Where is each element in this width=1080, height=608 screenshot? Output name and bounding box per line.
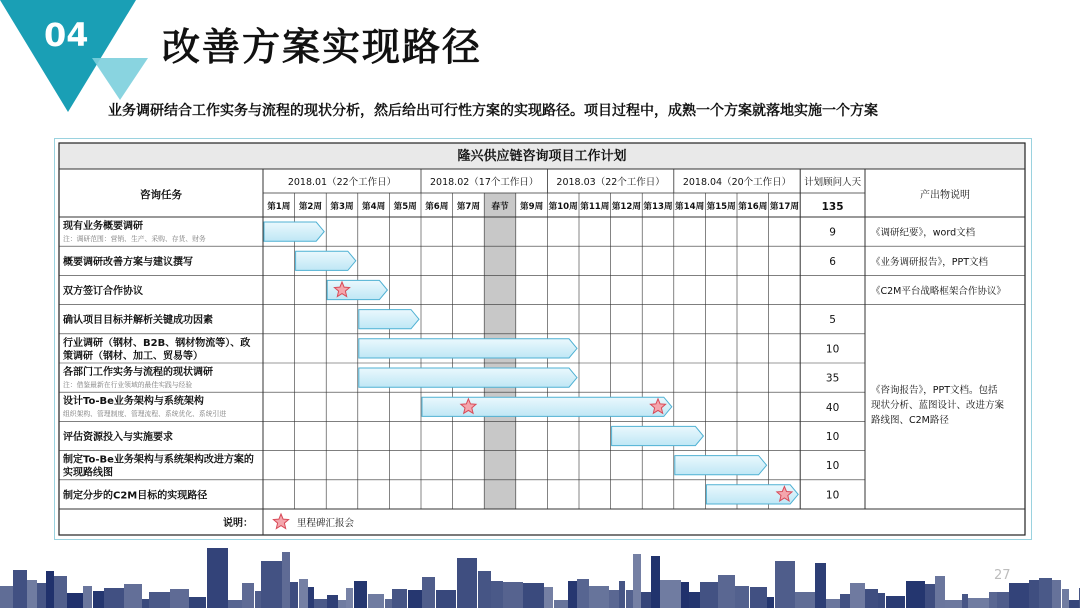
skyline-building xyxy=(619,581,625,608)
month-header: 2018.01（22个工作日） xyxy=(287,177,397,188)
skyline-building xyxy=(242,583,254,608)
task-name-line2: 策调研（钢材、加工、贸易等） xyxy=(63,350,203,362)
skyline-building xyxy=(554,600,568,608)
task-name: 制定To-Be业务架构与系统架构改进方案的 xyxy=(63,454,254,466)
week-header: 第16周 xyxy=(738,202,768,212)
skyline-building xyxy=(392,589,407,608)
week-header: 第14周 xyxy=(675,202,705,212)
skyline-building xyxy=(840,594,850,608)
page-number: 27 xyxy=(994,568,1011,583)
skyline-building xyxy=(346,588,353,608)
task-name: 各部门工作实务与流程的现状调研 xyxy=(63,367,213,378)
plan-title: 隆兴供应链咨询项目工作计划 xyxy=(457,149,627,164)
task-bar xyxy=(359,368,577,387)
week-header: 第7周 xyxy=(456,202,480,212)
skyline-building xyxy=(718,575,735,608)
skyline-building xyxy=(767,597,774,608)
header-effort: 计划顾问人天 xyxy=(804,177,862,188)
skyline-building xyxy=(878,593,885,608)
header-output: 产出物说明 xyxy=(920,190,970,201)
skyline-building xyxy=(935,576,945,608)
skyline-building xyxy=(338,600,346,608)
task-note: 注：借鉴最新在行业领域的最佳实践与经验 xyxy=(63,381,193,389)
skyline-building xyxy=(925,584,935,608)
skyline-building xyxy=(207,548,228,608)
skyline-building xyxy=(1039,578,1052,608)
skyline-building xyxy=(228,600,242,608)
week-header: 第11周 xyxy=(580,202,610,212)
task-note: 组织架构、管理制度、管理流程、系统优化、系统引进 xyxy=(63,410,227,419)
skyline-building xyxy=(815,563,826,608)
skyline-building xyxy=(886,596,905,608)
task-effort: 10 xyxy=(825,431,840,443)
legend-text: 里程碑汇报会 xyxy=(297,518,355,529)
skyline-building xyxy=(0,586,13,608)
skyline-building xyxy=(1069,600,1079,608)
week-header: 春节 xyxy=(491,202,509,212)
skyline-building xyxy=(1062,589,1069,608)
output-text-line: 路线图、C2M路径 xyxy=(871,414,949,426)
skyline-building xyxy=(142,599,149,608)
skyline-building xyxy=(149,592,170,608)
task-name-line2: 实现路线图 xyxy=(63,467,113,479)
skyline-building xyxy=(189,597,206,608)
task-note: 注：调研范围：营销、生产、采购、存货、财务 xyxy=(63,235,206,243)
week-header: 第1周 xyxy=(267,202,291,212)
skyline-building xyxy=(589,586,609,608)
skyline-building xyxy=(609,590,619,608)
skyline-building xyxy=(826,599,840,608)
skyline-building xyxy=(962,594,968,608)
skyline-building xyxy=(503,582,523,608)
skyline-building xyxy=(633,554,641,608)
task-bar xyxy=(264,222,324,241)
task-bar xyxy=(422,397,672,416)
month-header: 2018.03（22个工作日） xyxy=(556,177,665,188)
skyline-building xyxy=(641,592,651,608)
task-name: 双方签订合作协议 xyxy=(63,286,143,297)
task-bar xyxy=(675,456,767,475)
skyline-building xyxy=(865,589,878,608)
skyline-building xyxy=(906,581,925,608)
page-subtitle: 业务调研结合工作实务与流程的现状分析，然后给出可行性方案的实现路径。项目过程中，成熟一个方案就落地实施一个方案 xyxy=(108,103,878,119)
skyline-building xyxy=(651,556,660,608)
skyline-building xyxy=(750,587,767,608)
skyline-building xyxy=(299,579,308,608)
skyline-building xyxy=(408,590,422,608)
output-text-line: 《咨询报告》，PPT文档。包括 xyxy=(871,384,998,396)
skyline-building xyxy=(850,583,865,608)
week-header: 第5周 xyxy=(393,202,417,212)
work-plan-table xyxy=(55,139,1031,539)
skyline-building xyxy=(568,581,577,608)
skyline-building xyxy=(67,593,83,608)
skyline-building xyxy=(93,591,104,608)
page-title: 改善方案实现路径 xyxy=(162,25,483,69)
week-header: 第6周 xyxy=(425,202,449,212)
skyline-building xyxy=(997,592,1009,608)
skyline-building xyxy=(54,576,67,608)
city-skyline-decoration xyxy=(0,535,1080,608)
task-bar xyxy=(359,310,419,329)
skyline-building xyxy=(27,580,37,608)
skyline-building xyxy=(660,580,681,608)
task-bar xyxy=(359,339,577,358)
week-header: 第3周 xyxy=(330,202,354,212)
plan-frame xyxy=(54,138,1032,540)
skyline-building xyxy=(968,598,989,608)
skyline-building xyxy=(457,558,477,608)
skyline-building xyxy=(104,588,124,608)
skyline-building xyxy=(282,552,290,608)
task-effort: 40 xyxy=(825,401,840,414)
skyline-building xyxy=(1009,583,1029,608)
month-header: 2018.04（20个工作日） xyxy=(682,177,792,188)
skyline-building xyxy=(255,591,261,608)
task-effort: 10 xyxy=(825,489,840,502)
week-header: 第2周 xyxy=(298,202,322,212)
skyline-building xyxy=(385,599,392,608)
week-header: 第15周 xyxy=(706,202,736,212)
skyline-building xyxy=(368,594,384,608)
skyline-building xyxy=(989,592,997,608)
task-bar xyxy=(327,280,387,299)
skyline-building xyxy=(544,587,553,608)
task-name: 设计To-Be业务架构与系统架构 xyxy=(63,396,204,408)
skyline-building xyxy=(422,577,435,608)
section-number: 04 xyxy=(44,16,89,54)
skyline-building xyxy=(124,584,142,608)
skyline-building xyxy=(37,583,46,608)
skyline-building xyxy=(170,589,189,608)
task-effort: 10 xyxy=(825,343,840,356)
legend-label: 说明： xyxy=(223,518,253,529)
skyline-building xyxy=(1029,580,1039,608)
task-bar xyxy=(296,251,356,270)
skyline-building xyxy=(13,570,27,608)
week-header: 第10周 xyxy=(548,202,578,212)
skyline-building xyxy=(775,561,795,608)
week-header: 第13周 xyxy=(643,202,673,212)
skyline-building xyxy=(735,586,749,608)
task-bar xyxy=(612,426,704,445)
skyline-building xyxy=(700,582,718,608)
skyline-building xyxy=(314,599,327,608)
skyline-building xyxy=(1052,580,1061,608)
task-effort: 9 xyxy=(829,226,836,239)
skyline-building xyxy=(626,590,633,608)
skyline-building xyxy=(436,590,456,608)
skyline-building xyxy=(261,561,282,608)
skyline-building xyxy=(795,592,815,608)
month-header: 2018.02（17个工作日） xyxy=(430,177,539,188)
skyline-building xyxy=(290,582,298,608)
task-effort: 6 xyxy=(829,255,836,268)
week-header: 第9周 xyxy=(520,202,544,212)
task-effort: 10 xyxy=(825,460,840,473)
task-name: 评估资源投入与实施要求 xyxy=(63,432,173,443)
task-name: 行业调研（钢材、B2B、钢材物流等）、政 xyxy=(63,337,251,349)
total-effort: 135 xyxy=(821,201,844,213)
task-name: 现有业务概要调研 xyxy=(63,221,143,232)
skyline-building xyxy=(577,579,589,608)
task-name: 确认项目目标并解析关键成功因素 xyxy=(63,315,213,327)
week-header: 第4周 xyxy=(362,202,386,212)
task-effort: 5 xyxy=(829,314,836,327)
output-text: 《C2M平台战略框架合作协议》 xyxy=(871,286,1006,297)
header-task: 咨询任务 xyxy=(140,189,182,201)
skyline-building xyxy=(681,582,689,608)
week-header: 第12周 xyxy=(611,202,641,212)
task-name: 概要调研改善方案与建议撰写 xyxy=(63,256,193,268)
skyline-building xyxy=(491,581,503,608)
week-header: 第17周 xyxy=(769,202,799,212)
skyline-building xyxy=(689,592,700,608)
skyline-building xyxy=(327,595,338,608)
task-name: 制定分步的C2M目标的实现路径 xyxy=(63,490,208,502)
skyline-building xyxy=(523,583,544,608)
output-text: 《业务调研报告》，PPT文档 xyxy=(871,256,989,268)
output-text-line: 现状分析、蓝图设计、改进方案 xyxy=(871,399,1005,411)
output-text: 《调研纪要》，word文档 xyxy=(871,227,976,239)
skyline-building xyxy=(83,586,92,608)
skyline-building xyxy=(354,581,367,608)
skyline-building xyxy=(46,571,54,608)
milestone-star-icon xyxy=(273,514,288,529)
skyline-building xyxy=(945,600,962,608)
task-effort: 35 xyxy=(825,372,840,385)
skyline-building xyxy=(308,587,314,608)
skyline-building xyxy=(478,571,491,608)
